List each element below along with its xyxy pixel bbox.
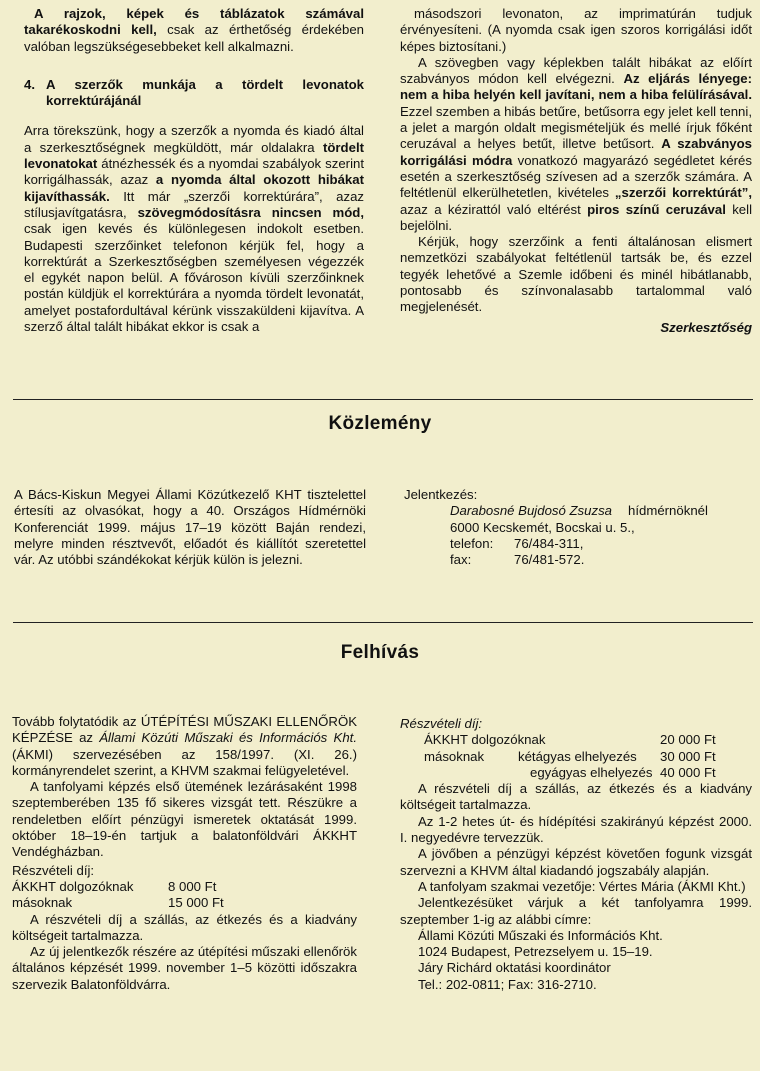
text-run: átnézhessék és a nyomdai szabályok szerint korrigálhassák, azaz (24, 156, 364, 188)
right-fee-label-text: Részvételi díj: (400, 716, 483, 731)
fee-row-label: másoknak (424, 748, 485, 764)
felhivas-right-paragraph-3: A jövőben a pénzügyi képzést követően fogunk vizsgát szervezni a KHVM által kiadandó jogszabály alapján. (400, 846, 752, 878)
top-right-column (400, 6, 752, 336)
right-paragraph-2: Kérjük, hogy szerzőink a fenti általánosan elismert nemzetközi szabályokat feltétlenül tartsák be, és ezzel tegyék lehetővé a Szemle időbeni és minél hibátlanabb, pontosabb és színvonalasabb tartalommal való megjelenését. (400, 234, 752, 315)
contact-label: Jelentkezés: (404, 487, 478, 502)
fee-row-value: 30 000 Ft (660, 748, 716, 764)
divider-1 (13, 399, 753, 400)
contact-phone (404, 536, 756, 552)
text-run-bold: Az eljárás lényege: nem a hiba helyén kell javítani, nem a hiba felülírásával. (400, 71, 753, 103)
intro-bold: A rajzok, képek és táblázatok számával takarékoskodni kell, (24, 6, 364, 38)
section-title: A szerzők munkája a tördelt levonatok korrektúrájánál (46, 76, 364, 109)
address-line: 1024 Budapest, Petrezselyem u. 15–19. (418, 944, 653, 960)
felhivas-left-paragraph-1 (12, 714, 357, 779)
felhivas-left-column (12, 714, 357, 993)
text-run-bold: piros színű ceruzával (587, 201, 726, 217)
contact-name-line (404, 503, 756, 519)
fee-row-sub: egyágyas elhelyezés (530, 764, 653, 780)
felhivas-title: Felhívás (340, 642, 420, 663)
section-heading (24, 77, 364, 110)
text-run: Ezzel szemben a hibás betűre, betűsorra egy jelet kell tenni, a jelet a margón oldalt megismételjük és mellé írjuk főként ceruzával a helyes betűt, illetve betűsort. (400, 103, 752, 152)
text-run-bold: A szabványos korrigálási módra (400, 136, 752, 168)
text-run: kell bejelölni. (400, 201, 753, 233)
felhivas-right-paragraph-5: Jelentkezésüket várjuk a két tanfolyamra 1999. szeptember 1-ig az alábbi címre: (400, 895, 752, 927)
right-fee-label (400, 716, 752, 732)
signature-text: Szerkesztőség (660, 319, 752, 335)
address-line: Járy Richárd oktatási koordinátor (418, 960, 611, 976)
felhivas-right-paragraph-2: Az 1-2 hetes út- és hídépítési szakirányú képzést 2000. I. negyedévre tervezzük. (400, 813, 752, 846)
fee-row-value: 20 000 Ft (660, 732, 716, 748)
fee-row-label: ÁKKHT dolgozóknak (12, 878, 134, 894)
text-run-bold: szövegmódosításra nincsen mód, (137, 204, 364, 220)
address-line: Tel.: 202-0811; Fax: 316-2710. (418, 976, 597, 992)
text-run-bold: tördelt levonatokat (24, 139, 364, 172)
text-run-bold: „szerzői korrektúrát”, (614, 185, 752, 201)
fax-value: 76/481-572. (514, 552, 585, 568)
intro-rest: csak az érthetőség érdekében valóban legszükségesebbeket kell alkalmazni. (24, 22, 365, 54)
kozlemeny-body (14, 487, 366, 568)
address-block (400, 928, 752, 993)
text-run: (ÁKMI) szervezésében az 158/1997. (XI. 26.) kormányrendelet szerint, a KHVM szakmai felügyeletével. (12, 746, 357, 778)
fee-row-spacer (424, 765, 518, 781)
text-run: Arra törekszünk, hogy a szerzők a nyomda és kiadó által a szerkesztőségnek megküldött, már oldalakra (24, 123, 364, 155)
right-fee-table (400, 732, 752, 781)
text-run: Itt már „szerzői korrektúrára”, azaz stílusjavítgatásra, (24, 188, 364, 220)
contact-name: Darabosné Bujdosó Zsuzsa (450, 503, 613, 519)
felhivas-right-paragraph-1: A részvételi díj a szállás, az étkezés és a kiadvány költségeit tartalmazza. (400, 781, 752, 813)
right-paragraph-0: másodszori levonaton, az imprimatúrán tudjuk érvényesíteni. (A nyomda csak igen szoros korrigálási időt képes biztosítani.) (400, 6, 752, 54)
signature (400, 320, 752, 336)
phone-value: 76/484-311, (514, 535, 584, 551)
phone-label: telefon: (450, 535, 494, 551)
left-fee-label: Részvételi díj: (12, 862, 95, 878)
text-run: Tovább folytatódik az ÚTÉPÍTÉSI MŰSZAKI ELLENŐRÖK KÉPZÉSE az (12, 714, 357, 746)
felhivas-right-column (400, 716, 752, 993)
fee-row-label: másoknak (12, 895, 73, 911)
felhivas-right-paragraph-4: A tanfolyam szakmai vezetője: Vértes Mária (ÁKMI Kht.) (418, 878, 746, 894)
felhivas-left-paragraph-2: A tanfolyami képzés első ütemének lezárásaként 1998 szeptemberében 135 fő sikeres vizsgát tett. Részükre a rendeletben előírt pénzügyi ismeretek oktatását 1999. október 18–19-én tartjuk a balatonföldvári ÁKKHT Vendégházban. (12, 779, 357, 860)
text-run: csak igen kevés és különlegesen indokolt esetben. Budapesti szerzőinket telefonon kérjük fel, hogy a korrektúrát a Szerkesztőségben személyesen végezzék el egykét napon belül. A fővároson kívüli szerzőinknek postán küldjük el korrektúrára a nyomda tördelt levonatát, amelyet postafordultával kérünk visszaküldeni kijavítva. A szerző által talált hibákat ekkor is csak a (24, 221, 364, 335)
felhivas-left-paragraph-3: A részvételi díj a szállás, az étkezés és a kiadvány költségeit tartalmazza. (12, 911, 357, 943)
text-run-italic: Állami Közúti Műszaki és Információs Kht. (99, 730, 357, 746)
top-left-column (24, 6, 364, 335)
text-run-bold: a nyomda által okozott hibákat kijavíthassák. (24, 172, 364, 204)
fax-label: fax: (450, 552, 472, 568)
fee-row-value: 8 000 Ft (168, 878, 217, 894)
kozlemeny-title: Közlemény (328, 413, 432, 434)
kozlemeny-contact (404, 487, 756, 568)
section-paragraph (24, 123, 364, 335)
fee-row-value: 15 000 Ft (168, 895, 224, 911)
contact-fax (404, 552, 756, 568)
text-run: azaz a kézirattól való eltérést (400, 201, 588, 217)
address-line: Állami Közúti Műszaki és Információs Kht. (418, 927, 663, 943)
fee-row-sub: kétágyas elhelyezés (518, 748, 637, 764)
right-paragraph-1 (400, 55, 752, 234)
kozlemeny-paragraph: A Bács-Kiskun Megyei Állami Közútkezelő KHT tisztelettel értesíti az olvasókat, hogy a 40. Országos Hídmérnöki Konferenciát 1999. május 17–19 között Baján rendezi, melyre minden résztvevőt, előadót és kiállítót szeretettel vár. Az utóbbi szándékokat kérjük külön is jelezni. (14, 487, 366, 568)
contact-address: 6000 Kecskemét, Bocskai u. 5., (450, 519, 635, 535)
section-number: 4. (24, 76, 35, 92)
left-fee-table (12, 879, 357, 912)
fee-row-label: ÁKKHT dolgozóknak (424, 732, 546, 748)
text-run: vonatkozó magyarázó segédletet kérés esetén a szerkesztőség szívesen ad a szerzők számára. A feltétlenül elkerülhetetlen, kivételes (400, 152, 752, 201)
text-run: A szövegben vagy képlekben talált hibákat az előírt szabványos módon kell elvégezni. (400, 54, 752, 87)
intro-paragraph (24, 6, 364, 55)
felhivas-left-paragraph-4: Az új jelentkezők részére az útépítési műszaki ellenőrök általános képzését 1999. november 1–5 közötti időszakra szervezik Balatonföldvárra. (12, 944, 357, 992)
fee-row-value: 40 000 Ft (660, 764, 716, 780)
contact-role: hídmérnöknél (628, 503, 708, 519)
divider-2 (13, 622, 753, 623)
